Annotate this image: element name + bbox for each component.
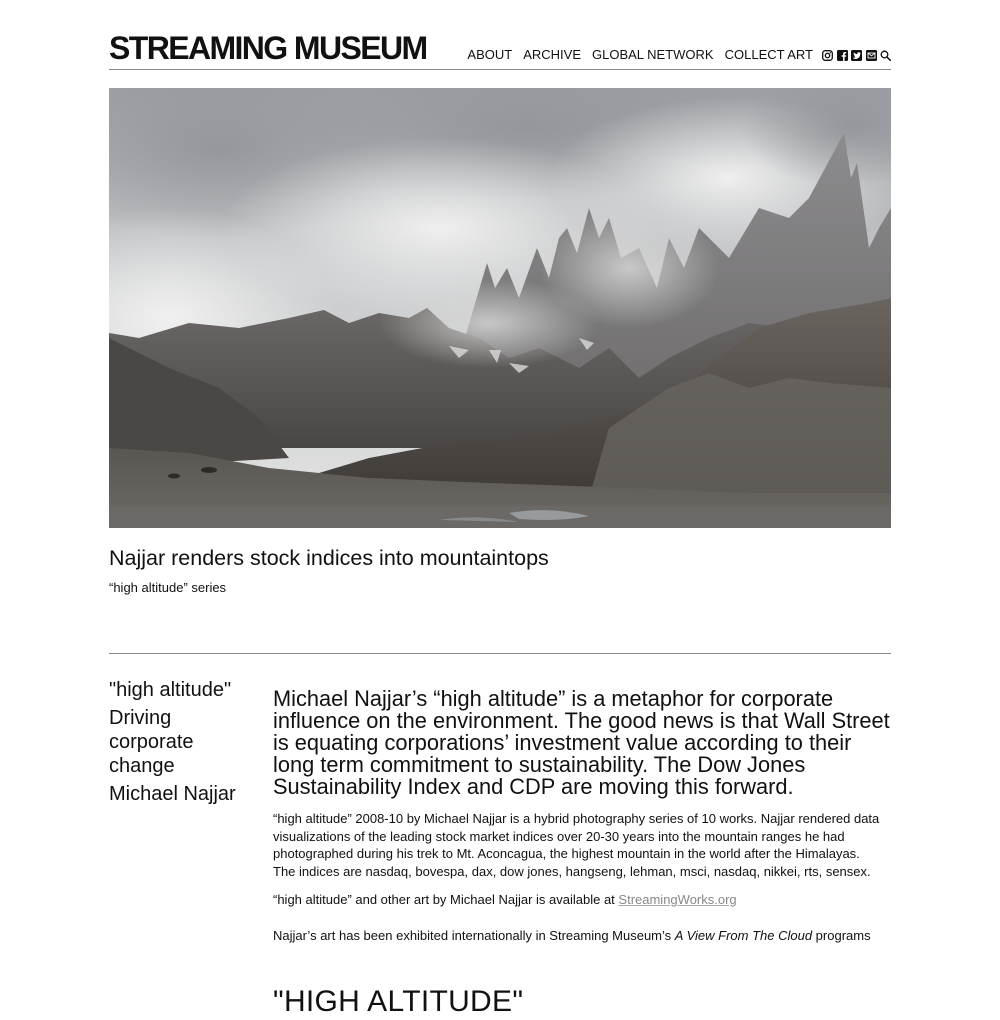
article-subline: “high altitude” series xyxy=(109,580,227,595)
exhibition-paragraph xyxy=(273,927,883,945)
mountain-photo xyxy=(109,88,891,528)
artist-name: Michael Najjar xyxy=(109,783,236,805)
exhibition-text: Najjar’s art has been exhibited internationally in Streaming Museum’s xyxy=(273,928,675,943)
exhibition-suffix: programs xyxy=(812,928,871,943)
facebook-icon[interactable] xyxy=(837,50,848,61)
section-heading: "HIGH ALTITUDE" xyxy=(273,985,524,1018)
section-divider xyxy=(109,653,891,654)
search-icon[interactable] xyxy=(880,50,891,61)
body-paragraph: “high altitude” 2008-10 by Michael Najjar is a hybrid photography series of 10 works. Najjar rendered data visualizations of the leading stock market indices over 20-30 years into the mountain ranges he had photographed during his trek to Mt. Aconcagua, the highest mountain in the world after the Himalayas. The indices are nasdaq, bovespa, dax, dow jones, hangseng, lehman, msci, nasdaq, nikkei, rts, sensex. xyxy=(273,811,880,879)
availability-paragraph xyxy=(273,891,883,909)
series-tagline: Driving corporate change xyxy=(109,707,194,777)
email-icon[interactable] xyxy=(866,50,877,61)
streamingworks-link[interactable]: StreamingWorks.org xyxy=(618,892,737,907)
site-header xyxy=(109,28,891,70)
nav-archive[interactable]: ARCHIVE xyxy=(523,47,581,62)
program-title: A View From The Cloud xyxy=(674,928,813,943)
hero-image xyxy=(109,88,891,528)
main-nav xyxy=(467,47,891,63)
availability-text: “high altitude” and other art by Michael Najjar is available at xyxy=(273,892,619,907)
nav-collect-art[interactable]: COLLECT ART xyxy=(724,47,813,62)
site-title[interactable]: STREAMING MUSEUM xyxy=(109,30,427,66)
series-title: "high altitude" xyxy=(109,679,232,701)
social-icons xyxy=(822,50,891,61)
nav-global-network[interactable]: GLOBAL NETWORK xyxy=(592,47,714,62)
article-headline: Najjar renders stock indices into mountaintops xyxy=(109,546,549,570)
lead-paragraph: Michael Najjar’s “high altitude” is a metaphor for corporate influence on the environment. The good news is that Wall Street is equating corporations’ investment value according to their long term commitment to sustainability. The Dow Jones Sustainability Index and CDP are moving this forward. xyxy=(273,686,890,799)
twitter-icon[interactable] xyxy=(851,50,862,61)
nav-about[interactable]: ABOUT xyxy=(467,47,513,62)
sidebar xyxy=(109,678,259,810)
instagram-icon[interactable] xyxy=(822,50,833,61)
